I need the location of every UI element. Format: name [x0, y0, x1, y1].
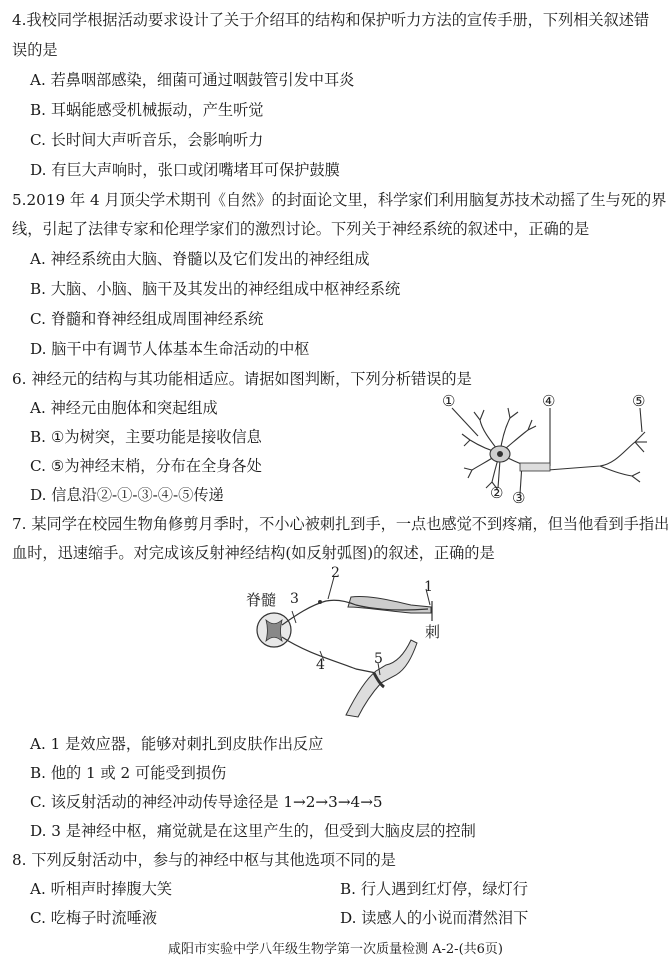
- reflex-arc-figure: [236, 565, 461, 725]
- reflex-label-4: 4: [316, 657, 325, 673]
- reflex-label-5: 5: [374, 651, 383, 667]
- q7-stem-line2: 血时，迅速缩手。对完成该反射神经结构(如反射弧图)的叙述，正确的是: [12, 544, 495, 562]
- q4-option-c: C. 长时间大声听音乐，会影响听力: [30, 131, 264, 149]
- reflex-label-thorn: 刺: [425, 623, 441, 641]
- q8-option-b: B. 行人遇到红灯停，绿灯行: [340, 880, 528, 898]
- q6-option-c: C. ⑤为神经末梢，分布在全身各处: [30, 457, 262, 475]
- q7-option-b: B. 他的 1 或 2 可能受到损伤: [30, 764, 227, 782]
- q4-stem-line2: 误的是: [12, 41, 58, 59]
- neuron-label-3: ③: [512, 489, 526, 505]
- neuron-label-4: ④: [542, 392, 556, 410]
- q7-stem-line1: 7. 某同学在校园生物角修剪月季时，不小心被刺扎到手，一点也感觉不到疼痛，但当他看到手指出: [12, 515, 670, 533]
- q8-stem: 8. 下列反射活动中，参与的神经中枢与其他选项不同的是: [12, 851, 396, 869]
- q7-option-c: C. 该反射活动的神经冲动传导途径是 1→2→3→4→5: [30, 793, 383, 811]
- q4-option-d: D. 有巨大声响时，张口或闭嘴堵耳可保护鼓膜: [30, 161, 340, 179]
- q8-option-c: C. 吃梅子时流唾液: [30, 909, 158, 927]
- reflex-label-3: 3: [290, 591, 299, 607]
- page-footer: 咸阳市实验中学八年级生物学第一次质量检测 A-2-(共6页): [168, 942, 503, 957]
- neuron-figure: [440, 390, 665, 505]
- reflex-label-spinal-cord: 脊髓: [246, 591, 277, 609]
- q5-option-c: C. 脊髓和脊神经组成周围神经系统: [30, 310, 264, 328]
- q4-option-b: B. 耳蜗能感受机械振动，产生听觉: [30, 101, 264, 119]
- q5-option-b: B. 大脑、小脑、脑干及其发出的神经组成中枢神经系统: [30, 280, 401, 298]
- q5-stem-line1: 5.2019 年 4 月顶尖学术期刊《自然》的封面论文里，科学家们利用脑复苏技术动摇了生与死的界: [12, 191, 667, 209]
- neuron-label-2: ②: [490, 484, 504, 502]
- q6-option-a: A. 神经元由胞体和突起组成: [30, 399, 218, 417]
- reflex-label-2: 2: [331, 565, 340, 581]
- q7-option-a: A. 1 是效应器，能够对刺扎到皮肤作出反应: [30, 735, 324, 753]
- q4-option-a: A. 若鼻咽部感染，细菌可通过咽鼓管引发中耳炎: [30, 71, 355, 89]
- q5-stem-line2: 线，引起了法律专家和伦理学家们的激烈讨论。下列关于神经系统的叙述中，正确的是: [12, 220, 590, 238]
- q6-option-d: D. 信息沿②-①-③-④-⑤传递: [30, 486, 224, 504]
- q6-option-b: B. ①为树突，主要功能是接收信息: [30, 428, 262, 446]
- reflex-label-1: 1: [424, 579, 433, 595]
- q6-stem: 6. 神经元的结构与其功能相适应。请据如图判断，下列分析错误的是: [12, 370, 472, 388]
- q8-option-d: D. 读感人的小说而潸然泪下: [340, 909, 529, 927]
- q8-option-a: A. 听相声时捧腹大笑: [30, 880, 173, 898]
- q5-option-a: A. 神经系统由大脑、脊髓以及它们发出的神经组成: [30, 250, 370, 268]
- q5-option-d: D. 脑干中有调节人体基本生命活动的中枢: [30, 340, 310, 358]
- neuron-label-5: ⑤: [632, 392, 646, 410]
- neuron-label-1: ①: [442, 392, 456, 410]
- q7-option-d: D. 3 是神经中枢，痛觉就是在这里产生的，但受到大脑皮层的控制: [30, 822, 476, 840]
- q4-stem-line1: 4.我校同学根据活动要求设计了关于介绍耳的结构和保护听力方法的宣传手册，下列相关叙述错: [12, 11, 650, 29]
